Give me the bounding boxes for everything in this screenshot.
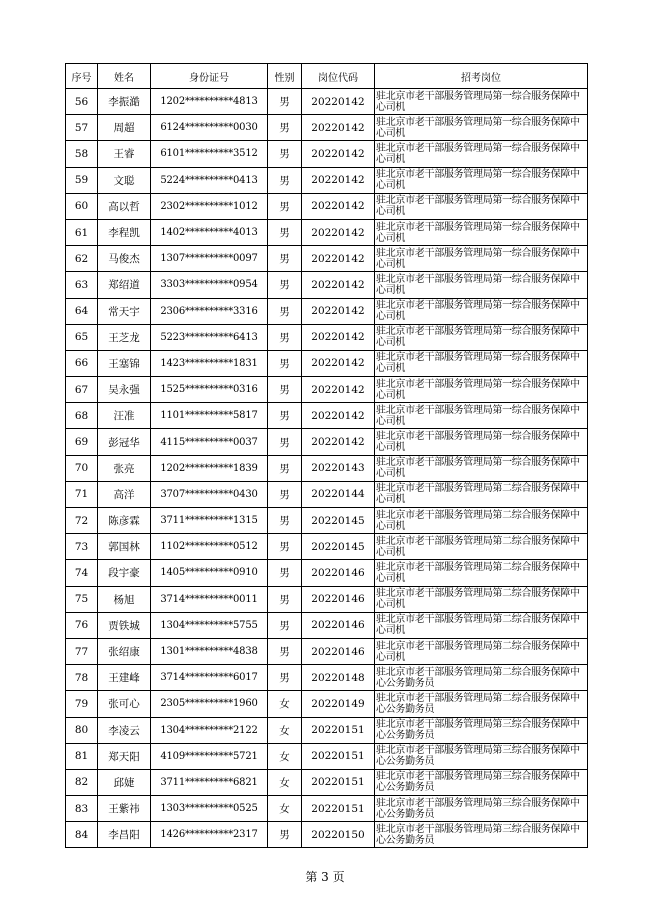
id-number-cell: 1102**********0512 <box>151 534 268 560</box>
gender-cell: 男 <box>268 534 302 560</box>
gender-cell: 男 <box>268 586 302 612</box>
table-row <box>66 350 588 376</box>
post-code-cell: 20220151 <box>302 769 375 795</box>
index-cell: 74 <box>66 560 98 586</box>
name-cell: 王芝龙 <box>98 324 151 350</box>
id-number-cell: 1303**********0525 <box>151 796 268 822</box>
post-code-cell: 20220142 <box>302 167 375 193</box>
post-code-cell: 20220142 <box>302 219 375 245</box>
gender-cell: 男 <box>268 89 302 115</box>
post-code-cell: 20220146 <box>302 560 375 586</box>
table-row <box>66 219 588 245</box>
post-cell: 驻北京市老干部服务管理局第一综合服务保障中心司机 <box>375 377 588 403</box>
post-code-cell: 20220142 <box>302 350 375 376</box>
post-cell: 驻北京市老干部服务管理局第二综合服务保障中心司机 <box>375 586 588 612</box>
post-cell: 驻北京市老干部服务管理局第二综合服务保障中心司机 <box>375 560 588 586</box>
gender-cell: 男 <box>268 350 302 376</box>
id-number-cell: 6101**********3512 <box>151 141 268 167</box>
name-cell: 李程凯 <box>98 219 151 245</box>
header-post: 招考岗位 <box>375 64 588 89</box>
gender-cell: 男 <box>268 272 302 298</box>
index-cell: 80 <box>66 717 98 743</box>
name-cell: 邱婕 <box>98 769 151 795</box>
post-code-cell: 20220142 <box>302 324 375 350</box>
table-row <box>66 455 588 481</box>
id-number-cell: 2302**********1012 <box>151 193 268 219</box>
name-cell: 常天宇 <box>98 298 151 324</box>
table-row <box>66 429 588 455</box>
index-cell: 68 <box>66 403 98 429</box>
gender-cell: 女 <box>268 691 302 717</box>
gender-cell: 女 <box>268 717 302 743</box>
post-cell: 驻北京市老干部服务管理局第二综合服务保障中心司机 <box>375 612 588 638</box>
index-cell: 81 <box>66 743 98 769</box>
gender-cell: 男 <box>268 508 302 534</box>
index-cell: 75 <box>66 586 98 612</box>
table-row <box>66 193 588 219</box>
post-cell: 驻北京市老干部服务管理局第一综合服务保障中心司机 <box>375 272 588 298</box>
post-cell: 驻北京市老干部服务管理局第一综合服务保障中心司机 <box>375 167 588 193</box>
name-cell: 张可心 <box>98 691 151 717</box>
id-number-cell: 1307**********0097 <box>151 246 268 272</box>
gender-cell: 男 <box>268 141 302 167</box>
table-row <box>66 246 588 272</box>
post-cell: 驻北京市老干部服务管理局第二综合服务保障中心司机 <box>375 508 588 534</box>
index-cell: 65 <box>66 324 98 350</box>
index-cell: 83 <box>66 796 98 822</box>
id-number-cell: 1202**********4813 <box>151 89 268 115</box>
gender-cell: 男 <box>268 298 302 324</box>
post-code-cell: 20220142 <box>302 246 375 272</box>
id-number-cell: 1304**********2122 <box>151 717 268 743</box>
post-cell: 驻北京市老干部服务管理局第一综合服务保障中心司机 <box>375 246 588 272</box>
id-number-cell: 2306**********3316 <box>151 298 268 324</box>
name-cell: 张亮 <box>98 455 151 481</box>
id-number-cell: 1402**********4013 <box>151 219 268 245</box>
post-cell: 驻北京市老干部服务管理局第一综合服务保障中心司机 <box>375 219 588 245</box>
name-cell: 段宇豪 <box>98 560 151 586</box>
page-number: 第 3 页 <box>305 870 345 884</box>
name-cell: 陈彦霖 <box>98 508 151 534</box>
post-code-cell: 20220142 <box>302 115 375 141</box>
table-row <box>66 612 588 638</box>
name-cell: 郭国林 <box>98 534 151 560</box>
id-number-cell: 1304**********5755 <box>151 612 268 638</box>
id-number-cell: 4109**********5721 <box>151 743 268 769</box>
id-number-cell: 3714**********6017 <box>151 665 268 691</box>
index-cell: 64 <box>66 298 98 324</box>
header-gender: 性别 <box>268 64 302 89</box>
table-row <box>66 115 588 141</box>
gender-cell: 男 <box>268 193 302 219</box>
applicant-table <box>65 63 588 848</box>
post-code-cell: 20220149 <box>302 691 375 717</box>
index-cell: 60 <box>66 193 98 219</box>
name-cell: 张绍康 <box>98 638 151 664</box>
name-cell: 杨旭 <box>98 586 151 612</box>
post-code-cell: 20220142 <box>302 429 375 455</box>
index-cell: 73 <box>66 534 98 560</box>
index-cell: 62 <box>66 246 98 272</box>
post-code-cell: 20220142 <box>302 272 375 298</box>
table-row <box>66 586 588 612</box>
index-cell: 77 <box>66 638 98 664</box>
post-cell: 驻北京市老干部服务管理局第二综合服务保障中心司机 <box>375 481 588 507</box>
name-cell: 周超 <box>98 115 151 141</box>
gender-cell: 男 <box>268 665 302 691</box>
name-cell: 彭冠华 <box>98 429 151 455</box>
post-cell: 驻北京市老干部服务管理局第二综合服务保障中心司机 <box>375 638 588 664</box>
name-cell: 高洋 <box>98 481 151 507</box>
post-cell: 驻北京市老干部服务管理局第三综合服务保障中心公务勤务员 <box>375 796 588 822</box>
name-cell: 王塞锦 <box>98 350 151 376</box>
index-cell: 71 <box>66 481 98 507</box>
post-code-cell: 20220142 <box>302 403 375 429</box>
table-row <box>66 665 588 691</box>
post-code-cell: 20220145 <box>302 508 375 534</box>
name-cell: 吴永强 <box>98 377 151 403</box>
name-cell: 王紫祎 <box>98 796 151 822</box>
post-code-cell: 20220145 <box>302 534 375 560</box>
header-name: 姓名 <box>98 64 151 89</box>
id-number-cell: 2305**********1960 <box>151 691 268 717</box>
index-cell: 59 <box>66 167 98 193</box>
index-cell: 82 <box>66 769 98 795</box>
post-cell: 驻北京市老干部服务管理局第三综合服务保障中心公务勤务员 <box>375 743 588 769</box>
id-number-cell: 5224**********0413 <box>151 167 268 193</box>
id-number-cell: 3711**********6821 <box>151 769 268 795</box>
id-number-cell: 3714**********0011 <box>151 586 268 612</box>
table-row <box>66 769 588 795</box>
gender-cell: 男 <box>268 219 302 245</box>
post-cell: 驻北京市老干部服务管理局第二综合服务保障中心司机 <box>375 534 588 560</box>
gender-cell: 男 <box>268 115 302 141</box>
index-cell: 56 <box>66 89 98 115</box>
post-code-cell: 20220151 <box>302 743 375 769</box>
gender-cell: 男 <box>268 638 302 664</box>
index-cell: 63 <box>66 272 98 298</box>
post-code-cell: 20220151 <box>302 796 375 822</box>
table-row <box>66 796 588 822</box>
post-code-cell: 20220146 <box>302 586 375 612</box>
index-cell: 57 <box>66 115 98 141</box>
gender-cell: 男 <box>268 560 302 586</box>
post-code-cell: 20220150 <box>302 822 375 848</box>
table-row <box>66 638 588 664</box>
id-number-cell: 1423**********1831 <box>151 350 268 376</box>
header-id-number: 身份证号 <box>151 64 268 89</box>
post-code-cell: 20220142 <box>302 298 375 324</box>
post-cell: 驻北京市老干部服务管理局第一综合服务保障中心司机 <box>375 455 588 481</box>
header-post-code: 岗位代码 <box>302 64 375 89</box>
table-row <box>66 560 588 586</box>
table-row <box>66 324 588 350</box>
id-number-cell: 1101**********5817 <box>151 403 268 429</box>
name-cell: 贾铁城 <box>98 612 151 638</box>
name-cell: 王建峰 <box>98 665 151 691</box>
table-row <box>66 141 588 167</box>
post-cell: 驻北京市老干部服务管理局第一综合服务保障中心司机 <box>375 193 588 219</box>
post-cell: 驻北京市老干部服务管理局第三综合服务保障中心公务勤务员 <box>375 769 588 795</box>
index-cell: 72 <box>66 508 98 534</box>
name-cell: 高以哲 <box>98 193 151 219</box>
index-cell: 70 <box>66 455 98 481</box>
name-cell: 文聪 <box>98 167 151 193</box>
id-number-cell: 3711**********1315 <box>151 508 268 534</box>
post-cell: 驻北京市老干部服务管理局第一综合服务保障中心司机 <box>375 115 588 141</box>
id-number-cell: 1525**********0316 <box>151 377 268 403</box>
post-code-cell: 20220142 <box>302 89 375 115</box>
header-index: 序号 <box>66 64 98 89</box>
post-code-cell: 20220143 <box>302 455 375 481</box>
id-number-cell: 1202**********1839 <box>151 455 268 481</box>
index-cell: 78 <box>66 665 98 691</box>
table-row <box>66 89 588 115</box>
gender-cell: 男 <box>268 822 302 848</box>
post-cell: 驻北京市老干部服务管理局第三综合服务保障中心公务勤务员 <box>375 822 588 848</box>
table-row <box>66 534 588 560</box>
index-cell: 69 <box>66 429 98 455</box>
name-cell: 郑绍道 <box>98 272 151 298</box>
table-row <box>66 377 588 403</box>
id-number-cell: 4115**********0037 <box>151 429 268 455</box>
post-cell: 驻北京市老干部服务管理局第一综合服务保障中心司机 <box>375 403 588 429</box>
index-cell: 79 <box>66 691 98 717</box>
index-cell: 61 <box>66 219 98 245</box>
name-cell: 王睿 <box>98 141 151 167</box>
gender-cell: 女 <box>268 769 302 795</box>
table-row <box>66 691 588 717</box>
table-row <box>66 717 588 743</box>
post-code-cell: 20220146 <box>302 638 375 664</box>
table-header-row <box>66 64 588 89</box>
id-number-cell: 3707**********0430 <box>151 481 268 507</box>
gender-cell: 女 <box>268 796 302 822</box>
table-row <box>66 822 588 848</box>
table-row <box>66 272 588 298</box>
table-row <box>66 508 588 534</box>
gender-cell: 男 <box>268 246 302 272</box>
post-cell: 驻北京市老干部服务管理局第二综合服务保障中心公务勤务员 <box>375 691 588 717</box>
gender-cell: 女 <box>268 743 302 769</box>
post-cell: 驻北京市老干部服务管理局第一综合服务保障中心司机 <box>375 141 588 167</box>
id-number-cell: 1405**********0910 <box>151 560 268 586</box>
table-row <box>66 298 588 324</box>
gender-cell: 男 <box>268 324 302 350</box>
table-row <box>66 167 588 193</box>
name-cell: 李振澔 <box>98 89 151 115</box>
post-cell: 驻北京市老干部服务管理局第一综合服务保障中心司机 <box>375 324 588 350</box>
gender-cell: 男 <box>268 612 302 638</box>
gender-cell: 男 <box>268 455 302 481</box>
gender-cell: 男 <box>268 377 302 403</box>
table-row <box>66 743 588 769</box>
name-cell: 郑天阳 <box>98 743 151 769</box>
id-number-cell: 1426**********2317 <box>151 822 268 848</box>
table-row <box>66 403 588 429</box>
post-cell: 驻北京市老干部服务管理局第一综合服务保障中心司机 <box>375 89 588 115</box>
name-cell: 马俊杰 <box>98 246 151 272</box>
post-code-cell: 20220142 <box>302 377 375 403</box>
index-cell: 76 <box>66 612 98 638</box>
index-cell: 58 <box>66 141 98 167</box>
name-cell: 李凌云 <box>98 717 151 743</box>
gender-cell: 男 <box>268 167 302 193</box>
id-number-cell: 6124**********0030 <box>151 115 268 141</box>
post-cell: 驻北京市老干部服务管理局第三综合服务保障中心公务勤务员 <box>375 717 588 743</box>
post-cell: 驻北京市老干部服务管理局第一综合服务保障中心司机 <box>375 298 588 324</box>
post-cell: 驻北京市老干部服务管理局第二综合服务保障中心公务勤务员 <box>375 665 588 691</box>
post-code-cell: 20220142 <box>302 193 375 219</box>
index-cell: 67 <box>66 377 98 403</box>
post-cell: 驻北京市老干部服务管理局第一综合服务保障中心司机 <box>375 350 588 376</box>
post-code-cell: 20220151 <box>302 717 375 743</box>
table-row <box>66 481 588 507</box>
name-cell: 汪准 <box>98 403 151 429</box>
name-cell: 李昌阳 <box>98 822 151 848</box>
index-cell: 84 <box>66 822 98 848</box>
post-code-cell: 20220146 <box>302 612 375 638</box>
id-number-cell: 1301**********4838 <box>151 638 268 664</box>
post-cell: 驻北京市老干部服务管理局第一综合服务保障中心司机 <box>375 429 588 455</box>
post-code-cell: 20220144 <box>302 481 375 507</box>
post-code-cell: 20220148 <box>302 665 375 691</box>
gender-cell: 男 <box>268 429 302 455</box>
index-cell: 66 <box>66 350 98 376</box>
id-number-cell: 5223**********6413 <box>151 324 268 350</box>
gender-cell: 男 <box>268 403 302 429</box>
gender-cell: 男 <box>268 481 302 507</box>
id-number-cell: 3303**********0954 <box>151 272 268 298</box>
post-code-cell: 20220142 <box>302 141 375 167</box>
